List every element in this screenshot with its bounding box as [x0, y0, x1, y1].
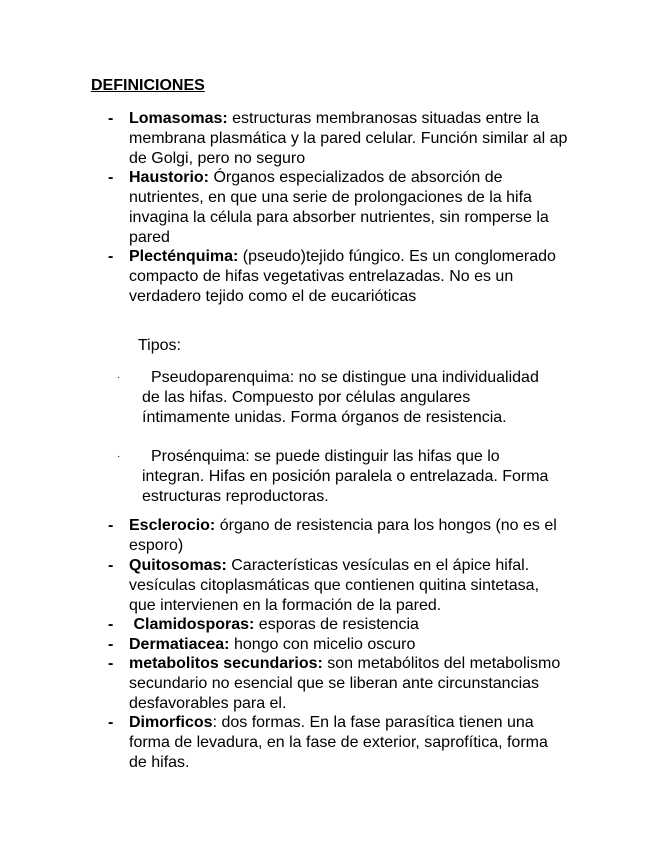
list-bullet: -	[108, 655, 114, 672]
tipo-text: Prosénquima: se puede distinguir las hifas que lo integran. Hifas en posición paralela o entrelazada. Forma estructuras reproductoras.	[142, 448, 549, 505]
definition-quitosomas	[129, 556, 569, 616]
definition-text: (pseudo)tejido fúngico. Es un conglomerado compacto de hifas vegetativas entrelazadas. No es un verdadero tejido como el de eucarióticas	[129, 248, 556, 305]
definition-term: Esclerocio:	[129, 517, 216, 534]
list-bullet: -	[108, 248, 114, 265]
definition-metabolitos-secundarios	[129, 654, 569, 714]
definition-text: : dos formas. En la fase parasítica tienen una forma de levadura, en la fase de exterior, saprofítica, forma de hifas.	[129, 714, 548, 771]
definition-dimorficos	[129, 713, 569, 773]
tipo-prosenquima	[142, 447, 552, 507]
list-bullet: -	[108, 517, 114, 534]
definition-text: esporas de resistencia	[254, 616, 419, 633]
definition-clamidosporas	[129, 615, 569, 635]
definition-text: órgano de resistencia para los hongos (no es el esporo)	[129, 517, 557, 554]
list-bullet: -	[108, 616, 114, 633]
list-bullet: -	[108, 636, 114, 653]
list-bullet: -	[108, 110, 114, 127]
sub-bullet: ·	[117, 451, 121, 462]
definition-dermatiacea	[129, 635, 569, 655]
definition-term: Quitosomas:	[129, 557, 227, 574]
definition-term: Plecténquima:	[129, 248, 239, 265]
sub-bullet: ·	[117, 372, 121, 383]
definition-text: hongo con micelio oscuro	[229, 636, 416, 653]
definition-esclerocio	[129, 516, 569, 556]
definition-plectenquima	[129, 247, 569, 307]
list-bullet: -	[108, 557, 114, 574]
tipo-text: Pseudoparenquima: no se distingue una individualidad de las hifas. Compuesto por células angulares íntimamente unidas. Forma órganos de resistencia.	[142, 369, 539, 426]
definition-text: son metabólitos del metabolismo secundario no esencial que se liberan ante circunstancias desfavorables para el.	[129, 655, 561, 712]
definition-term: Clamidosporas:	[129, 616, 255, 633]
definition-text: Características vesículas en el ápice hifal. vesículas citoplasmáticas que contienen quitina sintetasa, que intervienen en la formación de la pared.	[129, 557, 540, 614]
definition-text: estructuras membranosas situadas entre la membrana plasmática y la pared celular. Función similar al ap de Golgi, pero no seguro	[129, 110, 568, 167]
definition-term: Dimorficos	[129, 714, 213, 731]
list-bullet: -	[108, 169, 114, 186]
page-title: DEFINICIONES	[91, 77, 205, 94]
definition-term: Haustorio:	[129, 169, 209, 186]
definition-text: Órganos especializados de absorción de nutrientes, en que una serie de prolongaciones de la hifa invagina la célula para absorber nutrientes, sin romperse la pared	[129, 169, 549, 246]
definition-lomasomas	[129, 109, 569, 169]
tipo-pseudoparenquima	[142, 368, 552, 428]
list-bullet: -	[108, 714, 114, 731]
definition-term: Dermatiacea:	[129, 636, 230, 653]
definition-term: Lomasomas:	[129, 110, 228, 127]
tipos-label: Tipos:	[138, 337, 181, 354]
definition-haustorio	[129, 168, 569, 248]
definition-term: metabolitos secundarios:	[129, 655, 323, 672]
